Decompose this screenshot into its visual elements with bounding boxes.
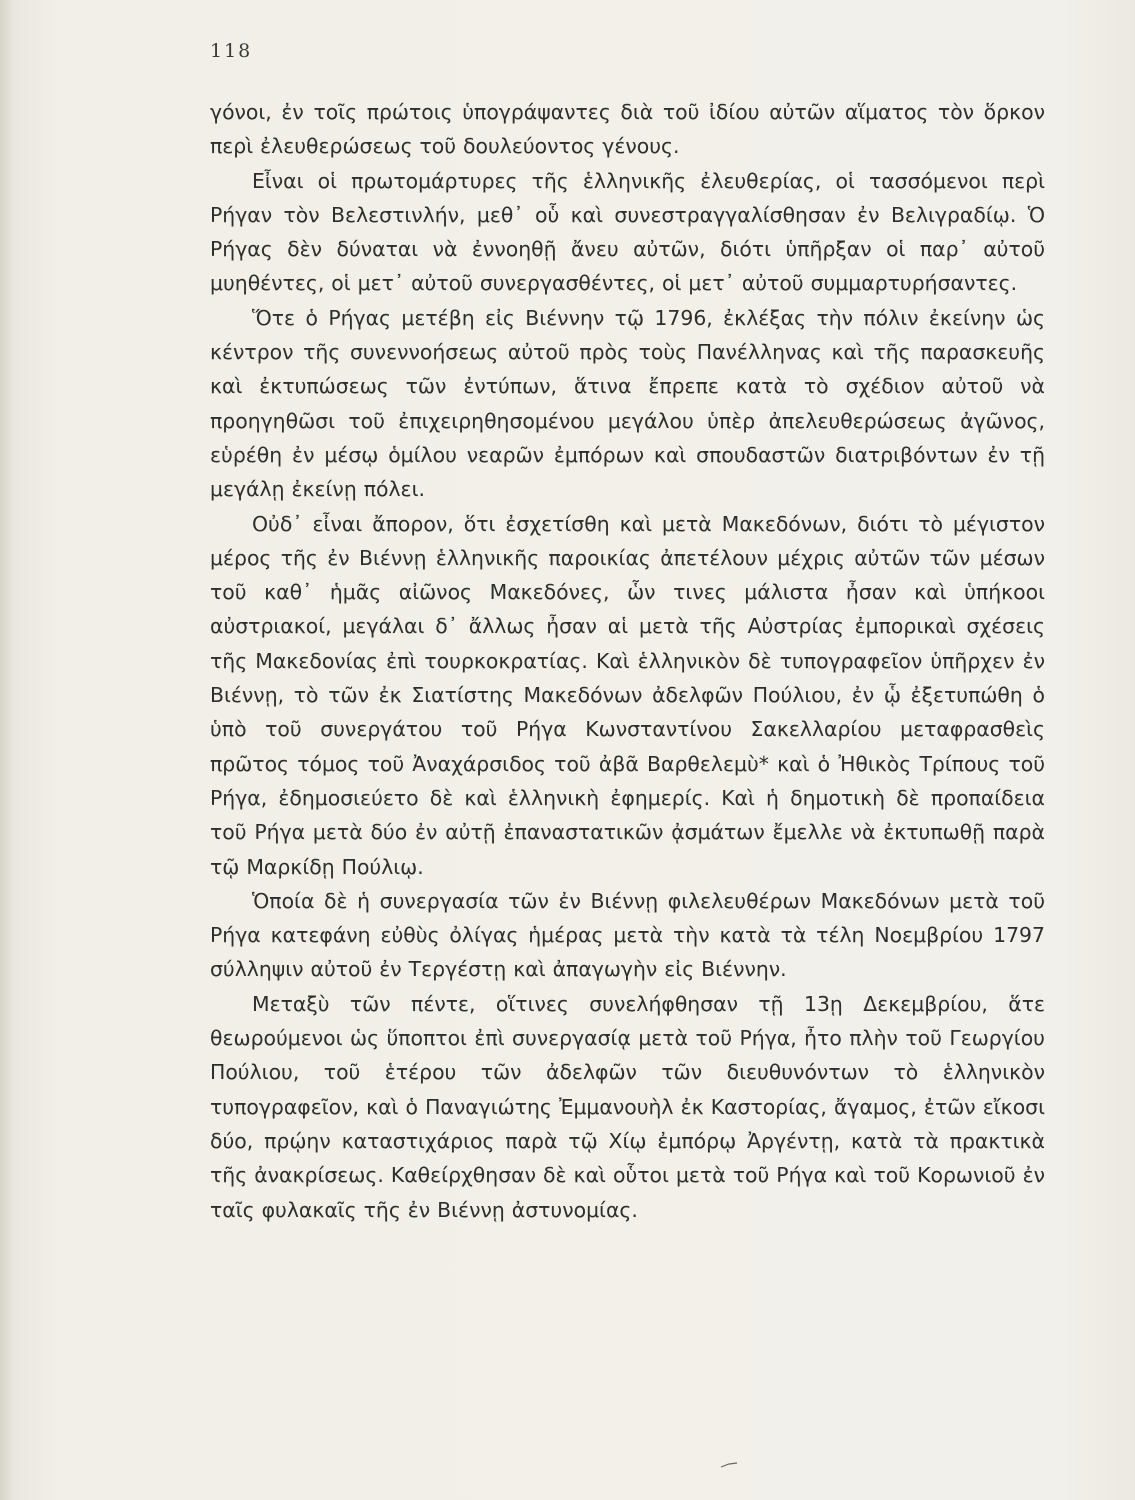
paragraph-1: γόνοι, ἐν τοῖς πρώτοις ὑπογράψαντες διὰ τοῦ ἰδίου αὐτῶν αἵματος τὸν ὅρκον περὶ ἐλευθερώσεως τοῦ δουλεύοντος γένους. — [210, 100, 1045, 159]
binding-shadow — [0, 0, 14, 1500]
paragraph-3: Ὅτε ὁ Ρήγας μετέβη εἰς Βιέννην τῷ 1796, ἐκλέξας τὴν πόλιν ἐκείνην ὡς κέντρον τῆς συνεννοήσεως αὐτοῦ πρὸς τοὺς Πανέλληνας καὶ τῆς παρασκευῆς καὶ ἐκτυπώσεως τῶν ἐντύπων, ἅτινα ἔπρεπε κατὰ τὸ σχέδιον αὐτοῦ νὰ προηγηθῶσι τοῦ ἐπιχειρηθησομένου μεγάλου ὑπὲρ ἀπελευθερώσεως ἀγῶνος, εὑρέθη ἐν μέσῳ ὁμίλου νεαρῶν ἐμπόρων καὶ σπουδαστῶν διατριβόντων ἐν τῇ μεγάλῃ ἐκείνῃ πόλει. — [210, 305, 1045, 502]
ink-speck — [720, 1462, 738, 1468]
body-text — [210, 95, 1045, 1227]
paragraph-4: Οὐδ᾿ εἶναι ἄπορον, ὅτι ἐσχετίσθη καὶ μετὰ Μακεδόνων, διότι τὸ μέγιστον μέρος τῆς ἐν Βιέννῃ ἑλληνικῆς παροικίας ἀπετέλουν μέχρις αὐτῶν τῶν μέσων τοῦ καθ᾿ ἡμᾶς αἰῶνος Μακεδόνες, ὧν τινες μάλιστα ἦσαν καὶ ὑπήκοοι αὐστριακοί, μεγάλαι δ᾿ ἄλλως ἦσαν αἱ μετὰ τῆς Αὐστρίας ἐμπορικαὶ σχέσεις τῆς Μακεδονίας ἐπὶ τουρκοκρατίας. Καὶ ἑλληνικὸν δὲ τυπογραφεῖον ὑπῆρχεν ἐν Βιέννῃ, τὸ τῶν ἐκ Σιατίστης Μακεδόνων ἀδελφῶν Πούλιου, ἐν ᾧ ἐξετυπώθη ὁ ὑπὸ τοῦ συνεργάτου τοῦ Ρήγα Κωνσταντίνου Σακελλαρίου μεταφρασθεὶς πρῶτος τόμος τοῦ Ἀναχάρσιδος τοῦ ἀβᾶ Βαρθελεμὺ* καὶ ὁ Ἠθικὸς Τρίπους τοῦ Ρήγα, ἐδημοσιεύετο δὲ καὶ ἑλληνικὴ ἐφημερίς. Καὶ ἡ δημοτικὴ δὲ προπαίδεια τοῦ Ρήγα μετὰ δύο ἐν αὐτῇ ἐπαναστατικῶν ᾀσμάτων ἔμελλε νὰ ἐκτυπωθῇ παρὰ τῷ Μαρκίδῃ Πούλιῳ. — [210, 511, 1045, 879]
paragraph-2: Εἶναι οἱ πρωτομάρτυρες τῆς ἑλληνικῆς ἐλευθερίας, οἱ τασσόμενοι περὶ Ρήγαν τὸν Βελεστινλήν, μεθ᾿ οὗ καὶ συνεστραγγαλίσθησαν ἐν Βελιγραδίῳ. Ὁ Ρήγας δὲν δύναται νὰ ἐννοηθῇ ἄνευ αὐτῶν, διότι ὑπῆρξαν οἱ παρ᾿ αὐτοῦ μυηθέντες, οἱ μετ᾿ αὐτοῦ συνεργασθέντες, οἱ μετ᾿ αὐτοῦ συμμαρτυρήσαντες. — [210, 168, 1045, 296]
paragraph-5: Ὁποία δὲ ἡ συνεργασία τῶν ἐν Βιέννῃ φιλελευθέρων Μακεδόνων μετὰ τοῦ Ρήγα κατεφάνη εὐθὺς ὀλίγας ἡμέρας μετὰ τὴν κατὰ τὰ τέλη Νοεμβρίου 1797 σύλληψιν αὐτοῦ ἐν Τεργέστῃ καὶ ἀπαγωγὴν εἰς Βιέννην. — [210, 888, 1045, 982]
page-number: 118 — [210, 40, 253, 62]
paragraph-6: Μεταξὺ τῶν πέντε, οἵτινες συνελήφθησαν τῇ 13ῃ Δεκεμβρίου, ἅτε θεωρούμενοι ὡς ὕποπτοι ἐπὶ συνεργασίᾳ μετὰ τοῦ Ρήγα, ἦτο πλὴν τοῦ Γεωργίου Πούλιου, τοῦ ἑτέρου τῶν ἀδελφῶν τῶν διευθυνόντων τὸ ἑλληνικὸν τυπογραφεῖον, καὶ ὁ Παναγιώτης Ἐμμανουὴλ ἐκ Καστορίας, ἄγαμος, ἐτῶν εἴκοσι δύο, πρῴην καταστιχάριος παρὰ τῷ Χίῳ ἐμπόρῳ Ἀργέντῃ, κατὰ τὰ πρακτικὰ τῆς ἀνακρίσεως. Καθείρχθησαν δὲ καὶ οὗτοι μετὰ τοῦ Ρήγα καὶ τοῦ Κορωνιοῦ ἐν ταῖς φυλακαῖς τῆς ἐν Βιέννῃ ἀστυνομίας. — [210, 991, 1045, 1222]
